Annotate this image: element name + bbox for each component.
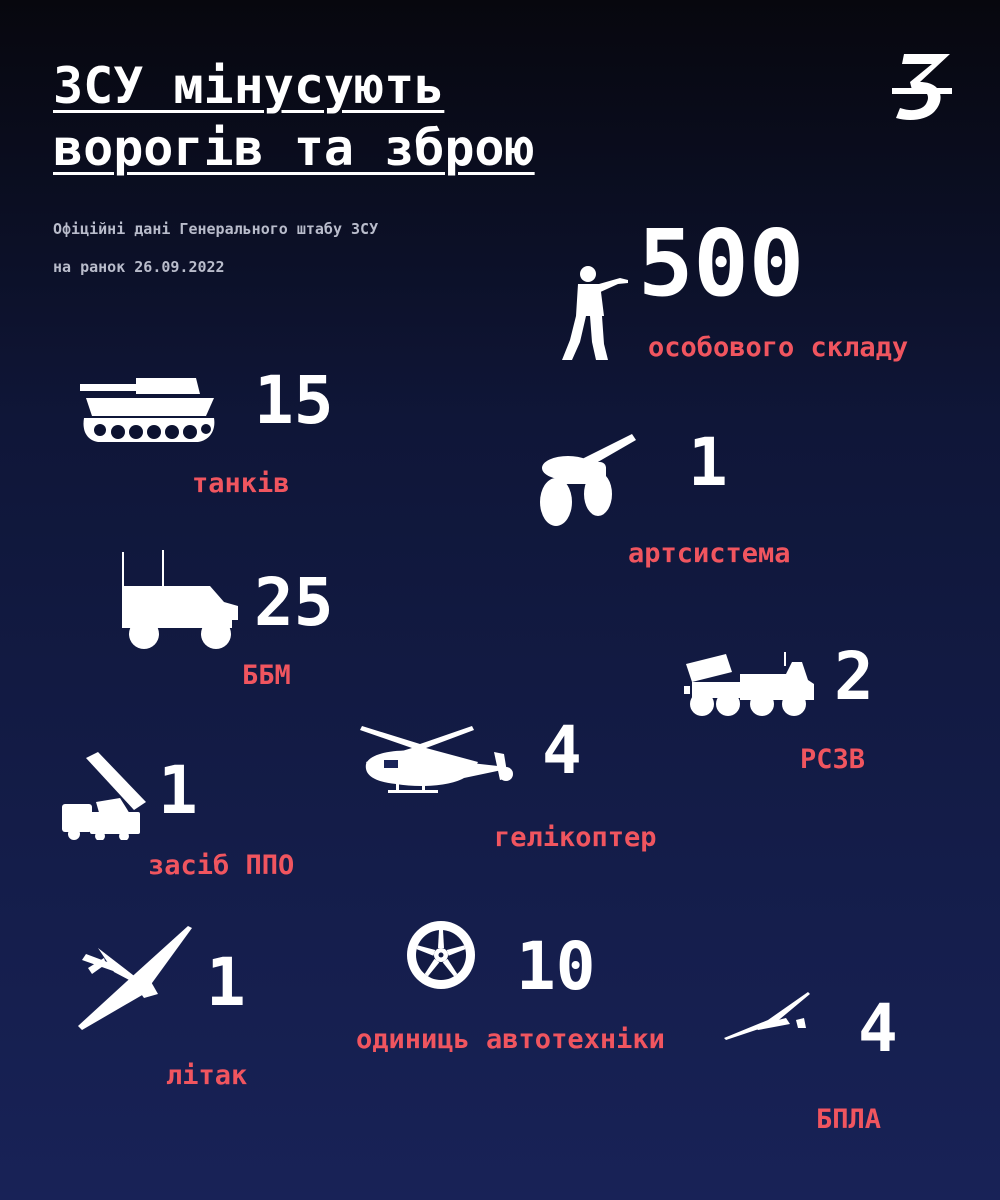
- artillery-value: 1: [688, 424, 728, 501]
- page-title: [53, 55, 535, 179]
- personnel-label: особового складу: [648, 332, 909, 363]
- source-line: Офіційні дані Генерального штабу ЗСУ: [53, 220, 379, 238]
- armored-vehicle-icon: [118, 548, 244, 650]
- page-title-line-1: ЗСУ мінусують: [53, 57, 445, 115]
- mlrs-icon: [682, 652, 818, 718]
- wheel-icon: [406, 920, 476, 990]
- helicopter-value: 4: [542, 712, 582, 789]
- apv-value: 25: [254, 564, 334, 641]
- aircraft-value: 1: [206, 944, 246, 1021]
- artillery-label: артсистема: [628, 538, 791, 569]
- page-title-line-2: ворогів та зброю: [53, 119, 535, 177]
- air-defense-value: 1: [158, 752, 198, 829]
- vehicles-value: 10: [516, 928, 596, 1005]
- air-defense-icon: [60, 752, 150, 840]
- tanks-value: 15: [254, 362, 334, 439]
- tank-icon: [78, 376, 218, 448]
- vehicles-label: одиниць автотехніки: [356, 1024, 665, 1055]
- uav-icon: [724, 990, 812, 1044]
- tanks-label: танків: [192, 468, 290, 499]
- air-defense-label: засіб ППО: [148, 850, 295, 881]
- soldier-icon: [558, 264, 630, 364]
- aircraft-label: літак: [166, 1060, 248, 1091]
- aircraft-icon: [78, 924, 194, 1032]
- z-logo-icon: [890, 48, 954, 124]
- personnel-value: 500: [638, 210, 805, 317]
- date-line: на ранок 26.09.2022: [53, 258, 225, 276]
- mlrs-value: 2: [834, 638, 874, 715]
- mlrs-label: РСЗВ: [800, 744, 866, 775]
- uav-label: БПЛА: [816, 1104, 882, 1135]
- helicopter-label: гелікоптер: [494, 822, 657, 853]
- apv-label: ББМ: [242, 660, 291, 691]
- uav-value: 4: [858, 990, 898, 1067]
- helicopter-icon: [360, 722, 516, 798]
- artillery-icon: [536, 432, 638, 528]
